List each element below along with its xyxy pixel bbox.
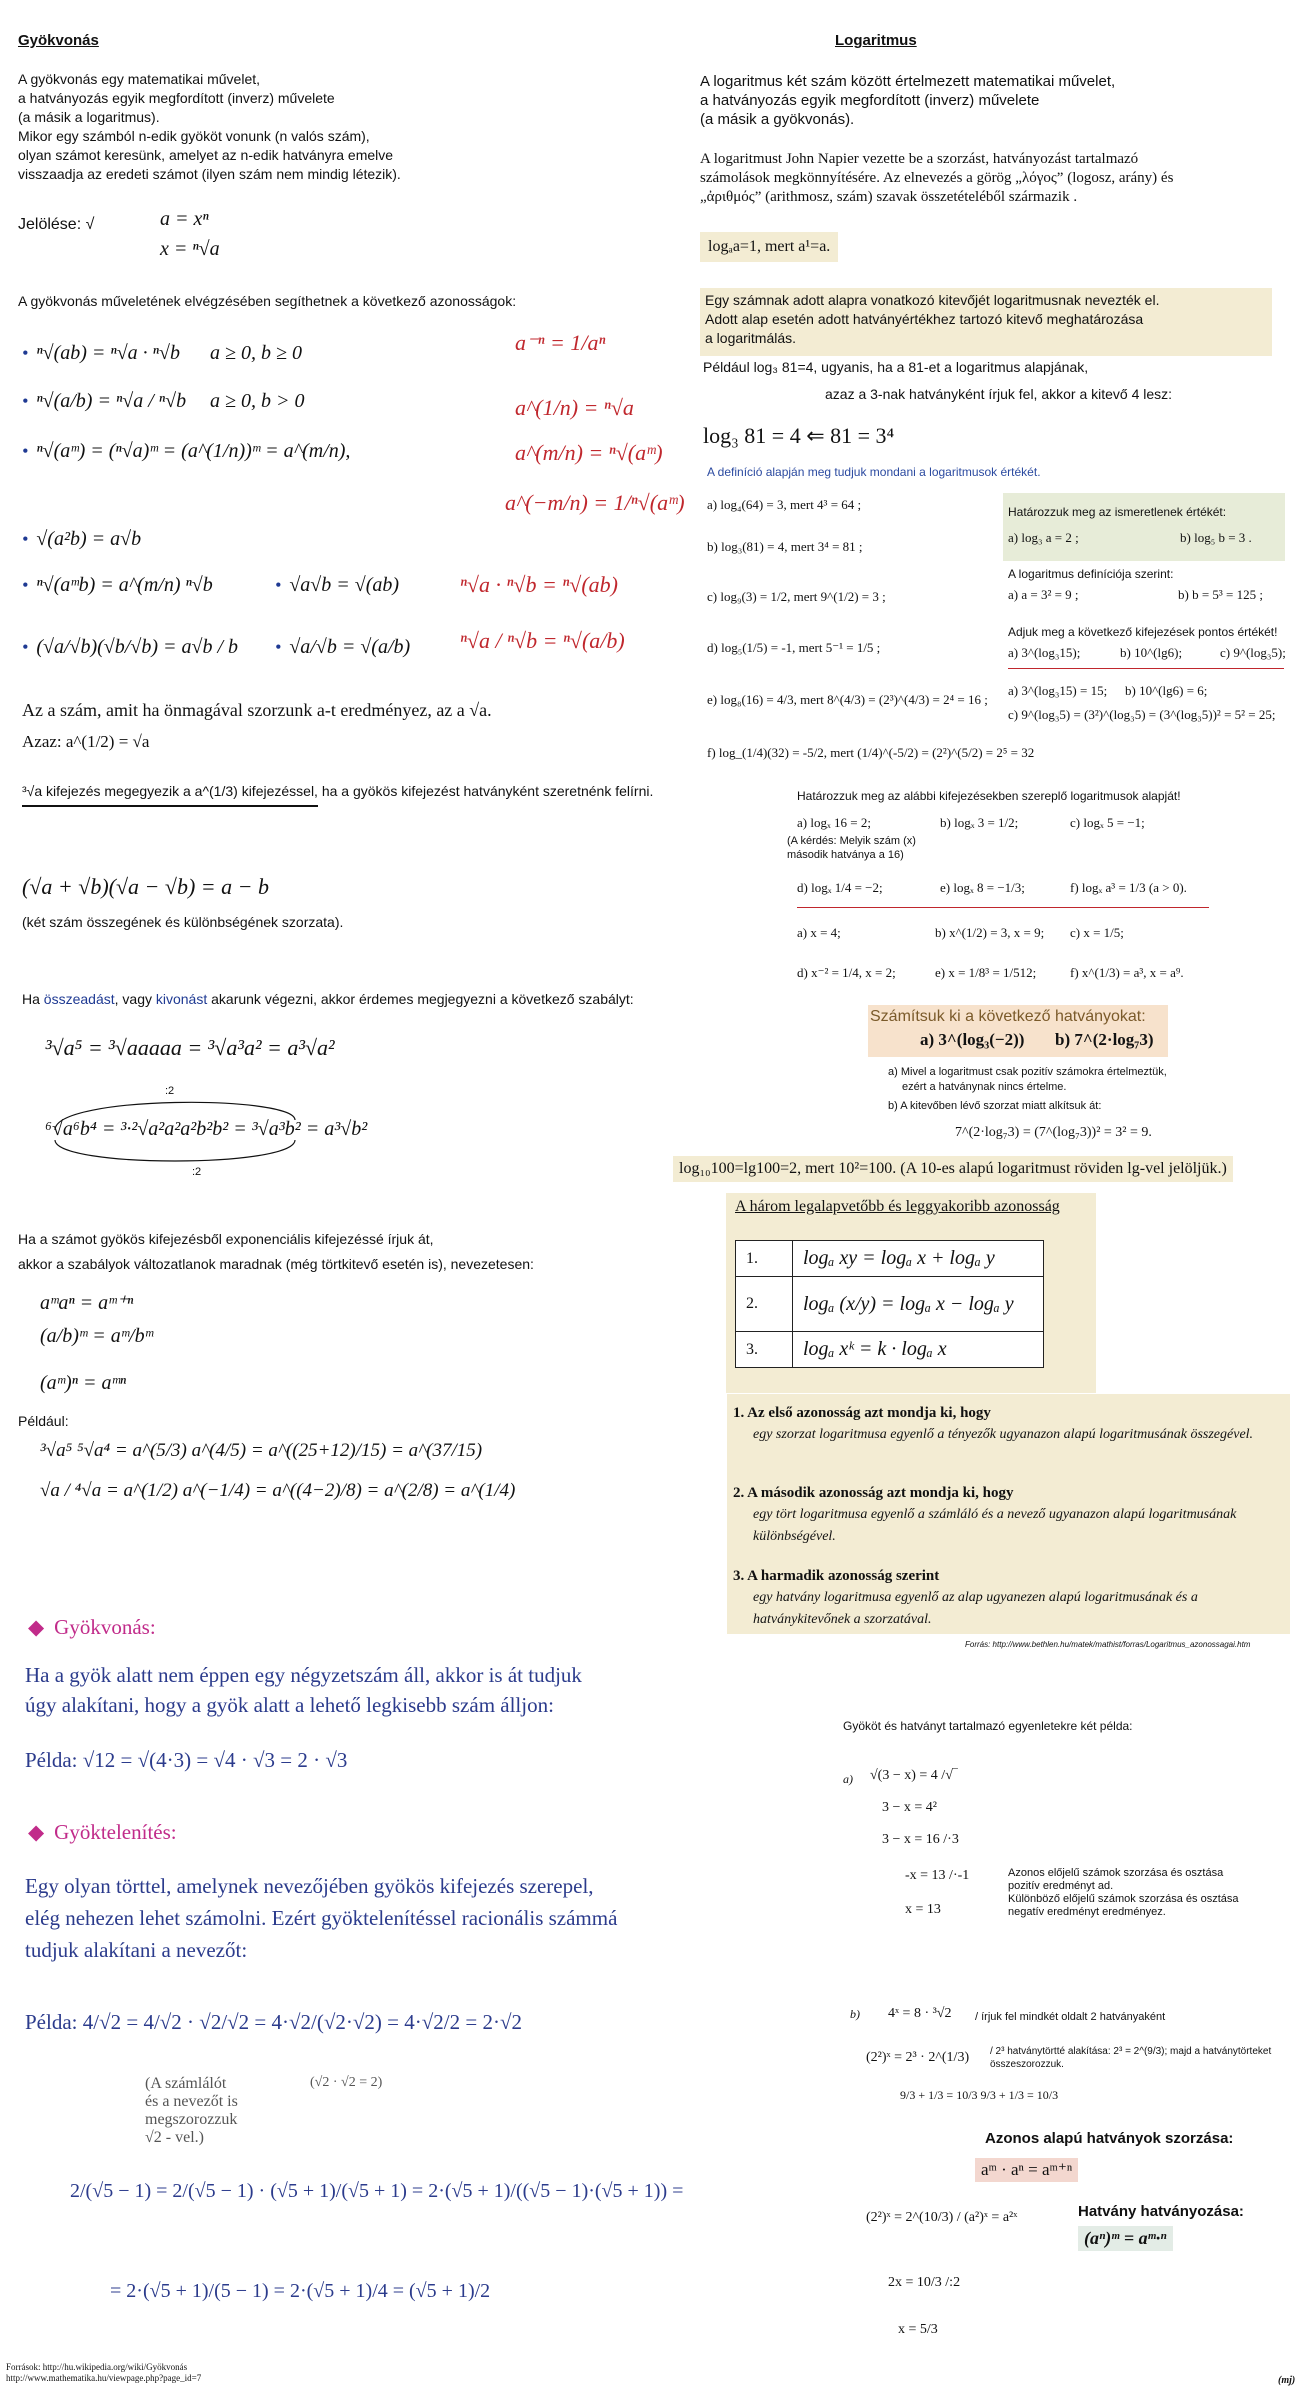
section2-line: Egy olyan törttel, amelynek nevezőjében gyökös kifejezés szerepel,: [25, 1874, 594, 1898]
br-a-line1: √(3 − x) = 4 /√‾: [870, 1768, 958, 1783]
row-formula: logₐ (x/y) = logₐ x − logₐ y: [793, 1277, 1044, 1332]
note-line: második hatványa a 16): [787, 849, 904, 861]
definition-text: [705, 291, 1159, 348]
exact-title: Adjuk meg a következő kifejezések pontos értékét!: [1008, 625, 1278, 639]
identity-2: [22, 390, 186, 413]
red-formula-5: ⁿ√a · ⁿ√b = ⁿ√(ab): [460, 572, 619, 597]
same-base-title: Azonos alapú hatványok szorzása:: [985, 2130, 1234, 2147]
three-table: [735, 1240, 1044, 1368]
bullet-icon: ◆: [28, 1615, 45, 1639]
annot-div2-bot: :2: [192, 1166, 202, 1178]
annot-div2-top: :2: [165, 1085, 175, 1097]
identity-cond-1: a ≥ 0, b ≥ 0: [210, 342, 302, 364]
determine-a: a) logₓ 16 = 2;: [797, 815, 871, 830]
right-title: Logaritmus: [835, 32, 917, 49]
identity-text: ⁿ√(aᵐ) = (ⁿ√a)ᵐ = (a^(1/n))ᵐ = a^(m/n),: [36, 440, 351, 462]
intro-line: A gyökvonás egy matematikai művelet,: [18, 71, 261, 87]
power-power-title: Hatvány hatványozása:: [1078, 2203, 1244, 2220]
notation-eq2: x = ⁿ√a: [160, 238, 220, 260]
def-line: a logaritmálás.: [705, 330, 797, 346]
def-ex-a: a) log₄(64) = 3, mert 4³ = 64 ;: [707, 497, 862, 512]
note-line: és a nevezőt is: [145, 2093, 238, 2110]
add-pre: Ha: [22, 991, 44, 1007]
identity-right-2: [275, 636, 410, 659]
intro-line: (a másik a logaritmus).: [18, 109, 160, 125]
identity-right-1: [275, 574, 399, 597]
source-line: Források: http://hu.wikipedia.org/wiki/Gyökvonás: [6, 2362, 188, 2372]
expl-source: Forrás: http://www.bethlen.hu/matek/mathist/forras/Logaritmus_azonossagai.htm: [965, 1640, 1251, 1649]
three-row: [736, 1277, 1044, 1332]
power-power-formula: (aⁿ)ᵐ = aᵐ·ⁿ: [1078, 2226, 1173, 2251]
section2-title-text: Gyöktelenítés:: [54, 1820, 177, 1844]
br-b-line2: (2²)ˣ = 2³ · 2^(1/3): [866, 2050, 970, 2065]
section1-line: Ha a gyök alatt nem éppen egy négyzetszám áll, akkor is át tudjuk: [25, 1663, 582, 1687]
row-num: 1.: [736, 1241, 793, 1277]
identity-text: √(a²b) = a√b: [36, 528, 142, 550]
exact-a-a: a) 3^(log₃15) = 15;: [1008, 683, 1108, 698]
section2-example2b: = 2·(√5 + 1)/(5 − 1) = 2·(√5 + 1)/4 = (√5 + 1)/2: [110, 2280, 491, 2302]
napier-line: számolások megkönnyítésére. Az elnevezés a görög „λόγος” (logosz, arány) és: [700, 170, 1174, 186]
sqrt-text: Az a szám, amit ha önmagával szorzunk a-t eredményez, az a √a.: [22, 700, 492, 720]
unknown-ans-a: a) a = 3² = 9 ;: [1008, 587, 1079, 602]
exp-rule-3: (aᵐ)ⁿ = aᵐⁿ: [40, 1372, 127, 1394]
left-title: Gyökvonás: [18, 32, 99, 49]
determine-ans-c: c) x = 1/5;: [1070, 925, 1124, 940]
section2-example: Példa: 4/√2 = 4/√2 · √2/√2 = 4·√2/(√2·√2) = 4·√2/2 = 2·√2: [25, 2010, 522, 2034]
arc-bottom: [55, 1140, 295, 1161]
notation-label: Jelölése: √: [18, 216, 95, 233]
power-ans-eq: 7^(2·log₇3) = (7^(log₇3))² = 3² = 9.: [955, 1125, 1152, 1140]
def-ex-e: e) log₈(16) = 4/3, mert 8^(4/3) = (2³)^(4/3) = 2⁴ = 16 ;: [707, 692, 988, 707]
example-pre: Például log₃ 81=4, ugyanis, ha a 81-et a logaritmus alapjának,: [703, 359, 1089, 375]
br-b-line6: x = 5/3: [898, 2322, 938, 2337]
add-rule: [22, 990, 634, 1009]
intro-line: A logaritmus két szám között értelmezett matematikai művelet,: [700, 73, 1116, 90]
red-formula-6: ⁿ√a / ⁿ√b = ⁿ√(a/b): [460, 628, 625, 653]
sqrt-azaz: Azaz: a^(1/2) = √a: [22, 732, 150, 751]
exp-rule-2: (a/b)ᵐ = aᵐ/bᵐ: [40, 1325, 153, 1347]
expl-lead: 3. A harmadik azonosság szerint: [733, 1568, 940, 1584]
red-rule: [797, 907, 1209, 908]
product-formula: (√a + √b)(√a − √b) = a − b: [22, 874, 269, 899]
example-1: ³√a⁵ ⁵√a⁴ = a^(5/3) a^(4/5) = a^((25+12)/15) = a^(37/15): [40, 1440, 483, 1461]
red-formula-2: a^(1/n) = ⁿ√a: [515, 395, 634, 420]
identity-text: √a√b = √(ab): [289, 574, 400, 596]
three-title: A három legalapvetőbb és leggyakoribb azonosság: [735, 1198, 1060, 1215]
row-formula: logₐ xᵏ = k · logₐ x: [793, 1332, 1044, 1368]
section1-text: [25, 1660, 582, 1720]
expl-body: egy szorzat logaritmusa egyenlő a tényezők ugyanazon alapú logaritmusának összegével.: [753, 1427, 1254, 1442]
note-mid: a^(1/3) kifejezéssel,: [194, 783, 318, 799]
section2-note2: (√2 · √2 = 2): [310, 2075, 383, 2090]
red-formula-1: a⁻ⁿ = 1/aⁿ: [515, 330, 606, 355]
br-b-line5: 2x = 10/3 /:2: [888, 2275, 961, 2290]
expl-lead: 1. Az első azonosság azt mondja ki, hogy: [733, 1405, 991, 1421]
expl-2: [733, 1482, 1283, 1548]
signature: (mj): [1278, 2375, 1296, 2386]
examples-label: Például:: [18, 1413, 69, 1429]
cube-root-note: [22, 782, 653, 801]
determine-ans-a: a) x = 4;: [797, 925, 841, 940]
a-note-line: Azonos előjelű számok szorzása és osztása: [1008, 1867, 1224, 1879]
determine-note: [787, 834, 916, 862]
unknown-title: Határozzuk meg az ismeretlenek értékét:: [1008, 505, 1227, 519]
identity-1: [22, 342, 180, 365]
left-intro: [18, 70, 678, 184]
exact-a-b: b) 10^(lg6) = 6;: [1125, 683, 1208, 698]
identity-5: [22, 574, 213, 597]
intro-line: visszaadja az eredeti számot (ilyen szám nem mindig létezik).: [18, 166, 401, 182]
identity-cond-2: a ≥ 0, b > 0: [210, 390, 305, 412]
red-rule: [1008, 668, 1284, 669]
add-word-osszeadas: összeadást: [43, 991, 115, 1007]
def-line: Egy számnak adott alapra vonatkozó kitevőjét logaritmusnak nevezték el.: [705, 292, 1160, 308]
determine-title: Határozzuk meg az alábbi kifejezésekben szereplő logaritmusok alapját!: [797, 789, 1181, 803]
napier-line: „ἀριθμός” (arithmosz, szám) szavak összetételéből származik .: [700, 189, 1078, 205]
br-b-line2-note: / 2³ hatványtörtté alakítása: 2³ = 2^(9/3); majd a hatványtörteket összeszorozzuk.: [990, 2046, 1272, 2070]
a-note-line: pozitív eredményt ad.: [1008, 1880, 1114, 1892]
identity-text: √a/√b = √(a/b): [289, 636, 411, 658]
bullet-icon: ◆: [28, 1820, 45, 1844]
identity-text: ⁿ√(a/b) = ⁿ√a / ⁿ√b: [36, 390, 187, 412]
identity-3: [22, 440, 350, 463]
red-formula-3: a^(m/n) = ⁿ√(aᵐ): [515, 440, 663, 465]
determine-e: e) logₓ 8 = −1/3;: [940, 880, 1025, 895]
identity-text: (√a/√b)(√b/√b) = a√b / b: [36, 636, 239, 658]
determine-ans-e: e) x = 1/8³ = 1/512;: [935, 965, 1037, 980]
def-note: A definíció alapján meg tudjuk mondani a logaritmusok értékét.: [707, 465, 1041, 479]
notation-eq1: a = xⁿ: [160, 208, 209, 230]
example-a6b4: ⁶√a⁶b⁴ = ³·²√a²a²a²b²b² = ³√a³b² = a³√b²: [45, 1118, 368, 1140]
three-row: [736, 1241, 1044, 1277]
intro-line: olyan számot keresünk, amelyet az n-edik hatványra emelve: [18, 147, 394, 163]
br-a-note: [1008, 1867, 1239, 1919]
three-row: [736, 1332, 1044, 1368]
section1-title-text: Gyökvonás:: [54, 1615, 156, 1639]
note-line: megszorozzuk: [145, 2111, 238, 2128]
exact-q-c: c) 9^(log₃5);: [1220, 645, 1286, 660]
section2-note: [145, 2075, 238, 2147]
br-a-line2: 3 − x = 4²: [882, 1800, 937, 1815]
def-line: Adott alap esetén adott hatványértékhez tartozó kitevő meghatározása: [705, 311, 1144, 327]
def-ex-c: c) log₉(3) = 1/2, mert 9^(1/2) = 3 ;: [707, 589, 886, 604]
section1-line: úgy alakítani, hogy a gyök alatt a lehető legkisebb szám álljon:: [25, 1693, 554, 1717]
br-b-line1-note: / írjuk fel mindkét oldalt 2 hatványaként: [975, 2011, 1166, 2023]
identity-text: ⁿ√(aᵐb) = a^(m/n) ⁿ√b: [36, 574, 213, 596]
note-pre: ³√a kifejezés megegyezik a: [22, 783, 191, 799]
example-post: azaz a 3-nak hatványként írjuk fel, akkor a kitevő 4 lesz:: [825, 386, 1173, 402]
unknown-b: b) log₅ b = 3 .: [1180, 530, 1252, 545]
power-ans-line: a) Mivel a logaritmust csak pozitív számokra értelmeztük,: [888, 1066, 1167, 1078]
sources: [6, 2362, 201, 2384]
source-line: http://www.mathematika.hu/viewpage.php?page_id=7: [6, 2373, 202, 2383]
expl-body: egy tört logaritmusa egyenlő a számláló és a nevező ugyanazon alapú logaritmusának különbségével.: [753, 1507, 1237, 1544]
section2-example2a: 2/(√5 − 1) = 2/(√5 − 1) · (√5 + 1)/(√5 + 1) = 2·(√5 + 1)/((√5 − 1)·(√5 + 1)) =: [70, 2180, 684, 2202]
power-ans-line: b) A kitevőben lévő szorzat miatt alkítsuk át:: [888, 1100, 1102, 1112]
exp-rule-1: aᵐaⁿ = aᵐ⁺ⁿ: [40, 1292, 134, 1314]
determine-ans-f: f) x^(1/3) = a³, x = a⁹.: [1070, 965, 1184, 980]
exact-q-a: a) 3^(log₃15);: [1008, 645, 1081, 660]
row-formula: logₐ xy = logₐ x + logₐ y: [793, 1241, 1044, 1277]
section2-text: [25, 1870, 617, 1966]
row-num: 2.: [736, 1277, 793, 1332]
power-q-a: a) 3^(log₃(−2)): [920, 1030, 1025, 1049]
br-a-label: a): [843, 1772, 853, 1786]
def-ex-d: d) log₅(1/5) = -1, mert 5⁻¹ = 1/5 ;: [707, 640, 881, 655]
power-ans-line: ezért a hatványnak nincs értelme.: [902, 1081, 1067, 1093]
red-formula-4: a^(−m/n) = 1/ⁿ√(aᵐ): [505, 490, 685, 515]
determine-d: d) logₓ 1/4 = −2;: [797, 880, 883, 895]
identity-4: [22, 528, 141, 551]
power-title: Számítsuk ki a következő hatványokat:: [870, 1008, 1146, 1025]
exact-a-c: c) 9^(log₃5) = (3²)^(log₃5) = (3^(log₃5))² = 5² = 25;: [1008, 707, 1276, 722]
napier-text: [700, 150, 1173, 207]
add-mid: , vagy: [114, 991, 156, 1007]
exact-q-b: b) 10^(lg6);: [1120, 645, 1183, 660]
add-post: akarunk végezni, akkor érdemes megjegyezni a következő szabályt:: [207, 991, 634, 1007]
napier-line: A logaritmust John Napier vezette be a szorzást, hatványozást tartalmazó: [700, 151, 1139, 167]
right-intro: [700, 72, 1115, 129]
identities-intro: A gyökvonás műveletének elvégzésében segíthetnek a következő azonosságok:: [18, 293, 517, 309]
br-title: Gyököt és hatványt tartalmazó egyenletekre két példa:: [843, 1719, 1133, 1733]
power-ans: [888, 1065, 1167, 1114]
unknown-ans-b: b) b = 5³ = 125 ;: [1178, 587, 1264, 602]
exp-intro-line: akkor a szabályok változatlanok maradnak (még törtkitevő esetén is), nevezetesen:: [18, 1256, 534, 1272]
expl-1: [733, 1402, 1283, 1446]
br-b-line3: 9/3 + 1/3 = 10/3 9/3 + 1/3 = 10/3: [900, 2088, 1059, 2102]
br-b-label: b): [850, 2007, 860, 2021]
intro-line: (a másik a gyökvonás).: [700, 111, 855, 128]
intro-line: a hatványozás egyik megfordított (inverz) művelete: [700, 92, 1040, 109]
section2-line: tudjuk alakítani a nevezőt:: [25, 1938, 248, 1962]
br-a-line5: x = 13: [905, 1902, 941, 1917]
power-q-b: b) 7^(2·log₇3): [1055, 1030, 1154, 1049]
br-a-line3: 3 − x = 16 /·3: [882, 1832, 959, 1847]
section1-title: [28, 1615, 156, 1640]
section2-line: elég nehezen lehet számolni. Ezért gyöktelenítéssel racionális számmá: [25, 1906, 618, 1930]
row-num: 3.: [736, 1332, 793, 1368]
loga-box: logₐa=1, mert a¹=a.: [700, 232, 838, 262]
br-a-line4: -x = 13 /·-1: [905, 1868, 970, 1883]
determine-f: f) logₓ a³ = 1/3 (a > 0).: [1070, 880, 1187, 895]
br-b-line1: 4ˣ = 8 · ³√2: [888, 2006, 952, 2021]
a-note-line: negatív eredményt eredményez.: [1008, 1906, 1166, 1918]
expl-lead: 2. A második azonosság azt mondja ki, hogy: [733, 1485, 1014, 1501]
exp-intro-line: Ha a számot gyökös kifejezésből exponenciális kifejezéssé írjuk át,: [18, 1231, 434, 1247]
example-2: √a / ⁴√a = a^(1/2) a^(−1/4) = a^((4−2)/8) = a^(2/8) = a^(1/4): [40, 1480, 516, 1501]
unknown-def: A logaritmus definíciója szerint:: [1008, 567, 1174, 581]
same-base-formula: aᵐ · aⁿ = aᵐ⁺ⁿ: [975, 2158, 1078, 2182]
example-a5: ³√a⁵ = ³√aaaaa = ³√a³a² = a³√a²: [45, 1035, 335, 1060]
big-example: log₃ 81 = 4 ⇐ 81 = 3⁴: [703, 423, 895, 448]
br-b-line4: (2²)ˣ = 2^(10/3) / (a²)ˣ = a²ˣ: [866, 2210, 1018, 2225]
expl-3: [733, 1565, 1283, 1631]
cube-root-note-underline: [22, 783, 318, 807]
determine-ans-b: b) x^(1/2) = 3, x = 9;: [935, 925, 1045, 940]
identity-text: ⁿ√(ab) = ⁿ√a · ⁿ√b: [36, 342, 180, 364]
determine-ans-d: d) x⁻² = 1/4, x = 2;: [797, 965, 896, 980]
a-note-line: Különböző előjelű számok szorzása és osztása: [1008, 1893, 1239, 1905]
def-ex-f: f) log_(1/4)(32) = -5/2, mert (1/4)^(-5/2) = (2²)^(5/2) = 2⁵ = 32: [707, 745, 1035, 760]
add-word-kivonas: kivonást: [155, 991, 208, 1007]
determine-b: b) logₓ 3 = 1/2;: [940, 815, 1019, 830]
product-caption: (két szám összegének és különbségének szorzata).: [22, 914, 344, 930]
note-line: √2 - vel.): [145, 2129, 204, 2146]
log10-box: log₁₀100=lg100=2, mert 10²=100. (A 10-es alapú logaritmust röviden lg-vel jelöljük.): [673, 1156, 1233, 1182]
note-line: (A kérdés: Melyik szám (x): [787, 835, 916, 847]
intro-line: a hatványozás egyik megfordított (inverz) művelete: [18, 90, 335, 106]
note-line: (A számlálót: [145, 2075, 227, 2092]
intro-line: Mikor egy számból n-edik gyököt vonunk (n valós szám),: [18, 128, 370, 144]
expl-body: egy hatvány logaritmusa egyenlő az alap ugyanezen alapú logaritmusának és a hatványkitevőnek a szorzatával.: [753, 1590, 1198, 1627]
identity-6: [22, 636, 238, 659]
exp-intro: [18, 1230, 678, 1274]
section1-example: Példa: √12 = √(4·3) = √4 · √3 = 2 · √3: [25, 1748, 348, 1772]
section2-title: [28, 1820, 177, 1845]
note-post: ha a gyökös kifejezést hatványként szeretnénk felírni.: [317, 783, 654, 799]
unknown-a: a) log₃ a = 2 ;: [1008, 530, 1079, 545]
def-ex-b: b) log₃(81) = 4, mert 3⁴ = 81 ;: [707, 539, 863, 554]
determine-c: c) logₓ 5 = −1;: [1070, 815, 1145, 830]
